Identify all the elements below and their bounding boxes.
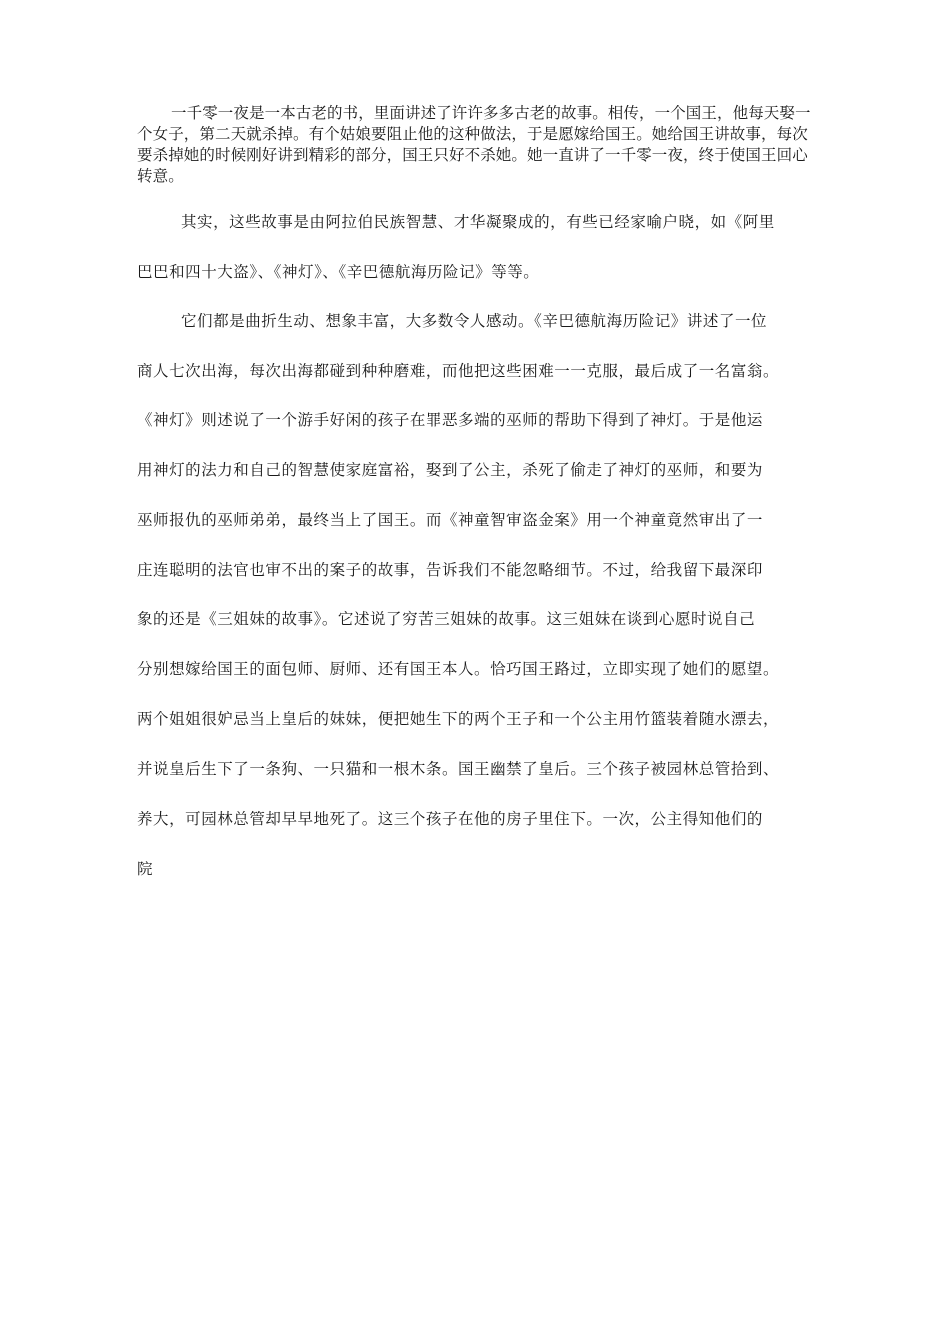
paragraph-3-line: 巫师报仇的巫师弟弟，最终当上了国王。而《神童智审盗金案》用一个神童竟然审出了一: [137, 511, 763, 529]
paragraph-3-line: 商人七次出海，每次出海都碰到种种磨难，而他把这些困难一一克服，最后成了一名富翁。: [137, 362, 780, 380]
paragraph-2-line: 其实，这些故事是由阿拉伯民族智慧、才华凝聚成的，有些已经家喻户晓，如《阿里: [181, 213, 775, 231]
paragraph-3-line: 它们都是曲折生动、想象丰富，大多数令人感动。《辛巴德航海历险记》讲述了一位: [181, 312, 768, 330]
paragraph-3-line: 两个姐姐很妒忌当上皇后的妹妹，便把她生下的两个王子和一个公主用竹篮装着随水漂去，: [137, 710, 780, 728]
paragraph-3-line: 用神灯的法力和自己的智慧使家庭富裕，娶到了公主，杀死了偷走了神灯的巫师，和要为: [137, 461, 763, 479]
paragraph-3-line: 《神灯》则述说了一个游手好闲的孩子在罪恶多端的巫师的帮助下得到了神灯。于是他运: [137, 411, 763, 429]
paragraph-3-line: 养大，可园林总管却早早地死了。这三个孩子在他的房子里住下。一次，公主得知他们的: [137, 810, 763, 828]
paragraph-3-line: 并说皇后生下了一条狗、一只猫和一根木条。国王幽禁了皇后。三个孩子被园林总管拾到、: [137, 760, 780, 778]
paragraph-3-line: 分别想嫁给国王的面包师、厨师、还有国王本人。恰巧国王路过，立即实现了她们的愿望。: [137, 660, 780, 678]
paragraph-3-line: 庄连聪明的法官也审不出的案子的故事，告诉我们不能忽略细节。不过，给我留下最深印: [137, 561, 763, 579]
paragraph-intro: 一千零一夜是一本古老的书，里面讲述了许许多多古老的故事。相传，一个国王，他每天娶一个女子，第二天就杀掉。有个姑娘要阻止他的这种做法，于是愿嫁给国王。她给国王讲故事，每次要杀掉她的时候刚好讲到精彩的部分，国王只好不杀她。她一直讲了一千零一夜，终于使国王回心转意。: [137, 104, 811, 185]
paragraph-2-line: 巴巴和四十大盗》、《神灯》、《辛巴德航海历险记》等等。: [137, 263, 540, 281]
paragraph-3-line: 象的还是《三姐妹的故事》。它述说了穷苦三姐妹的故事。这三姐妹在谈到心愿时说自己: [137, 610, 756, 628]
paragraph-3-line: 院: [137, 860, 154, 878]
